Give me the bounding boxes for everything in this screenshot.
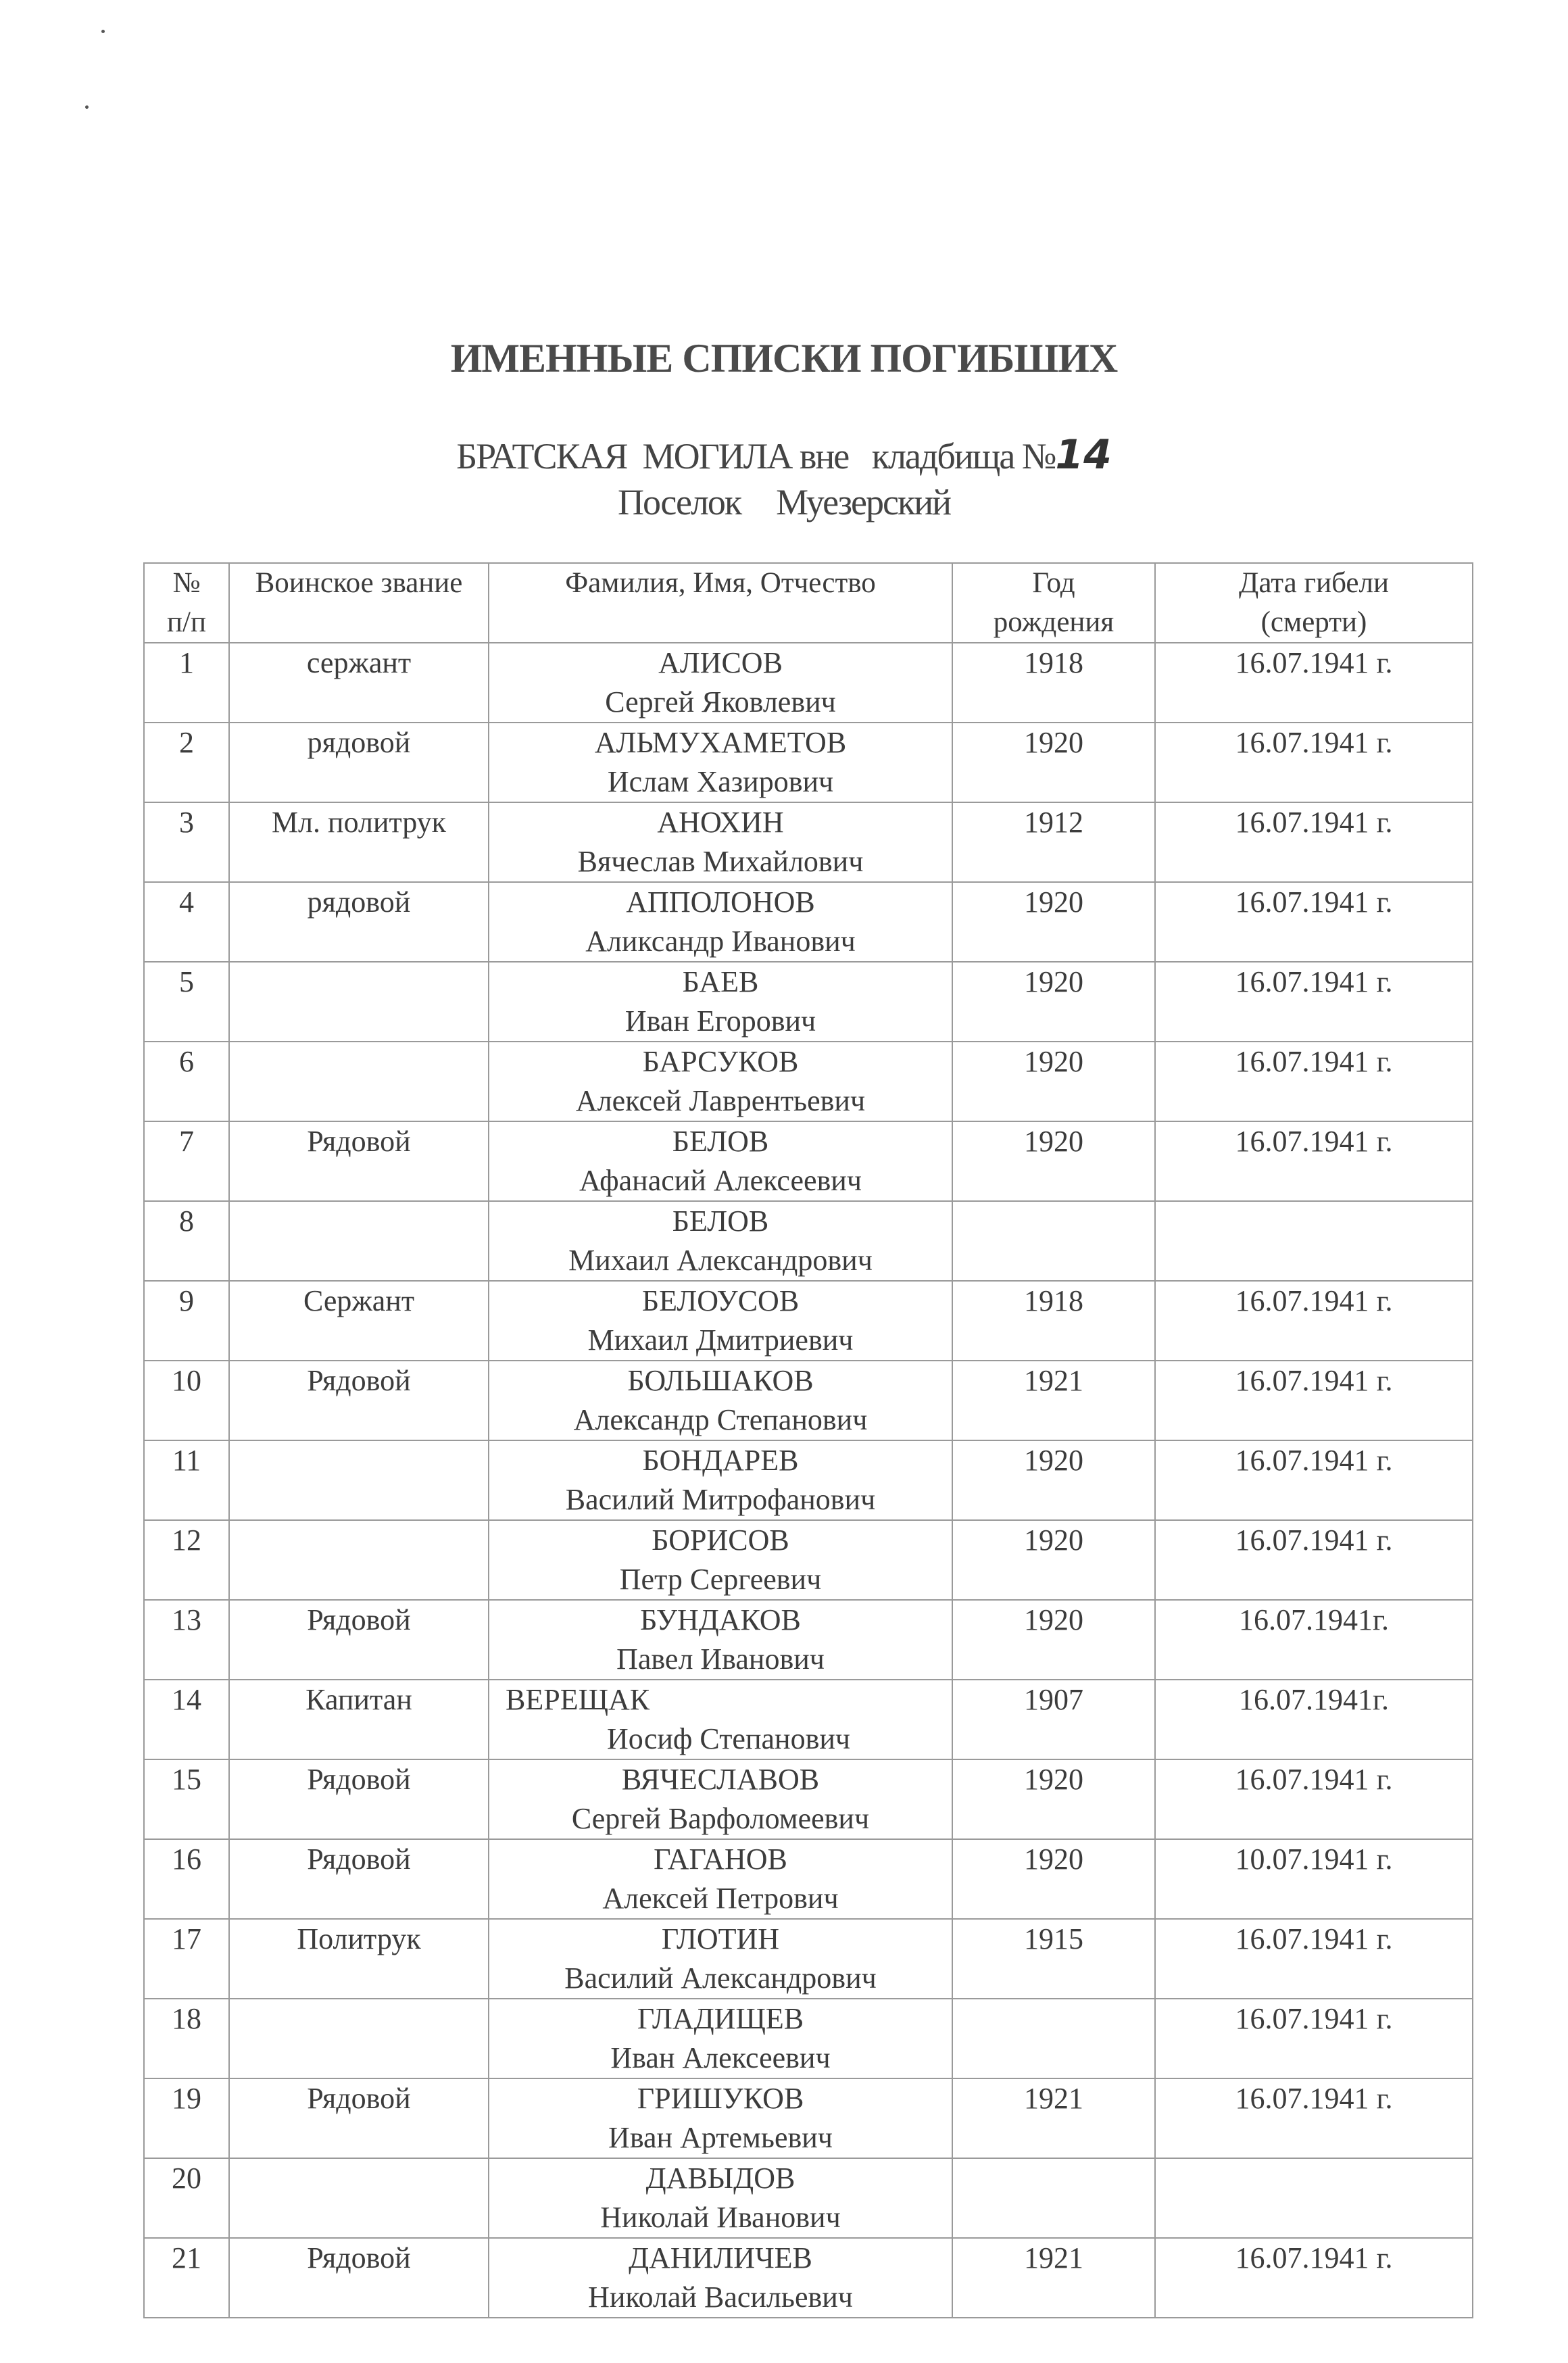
row-given-name: Сергей Яковлевич [605,685,836,718]
table-row [144,1361,1473,1440]
row-birth-year: 1920 [952,1121,1155,1201]
row-death-date: 16.07.1941 г. [1155,962,1473,1042]
row-rank: рядовой [229,882,489,962]
table-row [144,962,1473,1042]
row-full-name [489,1281,952,1361]
header-birth-year-line2: рождения [993,606,1114,638]
row-number: 16 [144,1839,229,1919]
row-number: 1 [144,643,229,723]
row-number: 10 [144,1361,229,1440]
row-given-name: Василий Александрович [564,1962,877,1995]
row-number: 18 [144,1999,229,2078]
table-row [144,723,1473,802]
table-row [144,1999,1473,2078]
row-full-name [489,2158,952,2238]
row-surname: БЕЛОВ [672,1125,769,1158]
row-full-name [489,1520,952,1600]
row-birth-year: 1920 [952,723,1155,802]
document-location [0,481,1568,523]
row-given-name: Афанасий Алексеевич [579,1164,862,1197]
row-birth-year: 1920 [952,1440,1155,1520]
row-rank: рядовой [229,723,489,802]
row-death-date: 16.07.1941 г. [1155,1919,1473,1999]
scan-speck [85,105,89,109]
handwritten-grave-number: 14 [1055,431,1112,479]
row-full-name [489,1839,952,1919]
table-row [144,1201,1473,1281]
row-full-name [489,643,952,723]
row-death-date: 16.07.1941 г. [1155,802,1473,882]
row-surname: БУНДАКОВ [640,1603,801,1636]
row-given-name: Иван Алексеевич [610,2041,831,2074]
row-number: 15 [144,1759,229,1839]
table-row [144,2238,1473,2318]
row-full-name [489,1201,952,1281]
row-birth-year [952,1201,1155,1281]
header-death-date [1155,563,1473,643]
row-birth-year: 1920 [952,1600,1155,1680]
row-death-date: 16.07.1941 г. [1155,1999,1473,2078]
header-birth-year [952,563,1155,643]
row-rank: Политрук [229,1919,489,1999]
row-surname: АЛЬМУХАМЕТОВ [594,726,847,759]
row-given-name: Алексей Лаврентьевич [575,1084,866,1117]
row-number: 17 [144,1919,229,1999]
row-rank: Рядовой [229,1121,489,1201]
row-number: 2 [144,723,229,802]
table-row [144,1839,1473,1919]
row-surname: АППОЛОНОВ [626,885,815,919]
row-surname: ГЛАДИЩЕВ [637,2002,804,2035]
row-rank [229,1440,489,1520]
row-full-name [489,1361,952,1440]
row-birth-year: 1920 [952,1042,1155,1121]
row-death-date: 10.07.1941 г. [1155,1839,1473,1919]
row-rank [229,1201,489,1281]
row-birth-year: 1920 [952,1759,1155,1839]
table-row [144,1042,1473,1121]
table-row [144,802,1473,882]
row-full-name [489,1600,952,1680]
row-death-date [1155,2158,1473,2238]
row-death-date: 16.07.1941г. [1155,1680,1473,1759]
row-given-name: Василий Митрофанович [565,1483,876,1516]
row-surname: БАЕВ [682,965,759,998]
row-given-name: Иван Артемьевич [608,2121,833,2154]
row-rank [229,1999,489,2078]
row-surname: БЕЛОУСОВ [641,1284,800,1317]
table-row [144,1520,1473,1600]
header-full-name: Фамилия, Имя, Отчество [489,563,952,643]
row-full-name [489,2078,952,2158]
table-body [144,643,1473,2318]
row-rank: Рядовой [229,1839,489,1919]
row-birth-year: 1920 [952,1839,1155,1919]
row-full-name [489,802,952,882]
row-death-date: 16.07.1941 г. [1155,2238,1473,2318]
row-full-name [489,1121,952,1201]
header-number [144,563,229,643]
row-given-name: Ислам Хазирович [607,765,834,798]
row-birth-year: 1907 [952,1680,1155,1759]
row-number: 13 [144,1600,229,1680]
row-death-date: 16.07.1941г. [1155,1600,1473,1680]
row-surname: ВЯЧЕСЛАВОВ [621,1763,820,1796]
row-birth-year: 1921 [952,1361,1155,1440]
row-death-date: 16.07.1941 г. [1155,1361,1473,1440]
row-rank: Рядовой [229,1759,489,1839]
table-row [144,2078,1473,2158]
row-rank [229,1042,489,1121]
row-death-date: 16.07.1941 г. [1155,1281,1473,1361]
row-death-date: 16.07.1941 г. [1155,1520,1473,1600]
row-death-date: 16.07.1941 г. [1155,1759,1473,1839]
table-row [144,1121,1473,1201]
row-full-name [489,723,952,802]
row-number: 7 [144,1121,229,1201]
row-death-date: 16.07.1941 г. [1155,643,1473,723]
row-rank: Мл. политрук [229,802,489,882]
row-given-name: Вячеслав Михайлович [577,845,864,878]
row-number: 9 [144,1281,229,1361]
document-subtitle [0,431,1568,479]
row-rank: Рядовой [229,2238,489,2318]
row-given-name: Николай Иванович [600,2201,841,2234]
row-birth-year [952,1999,1155,2078]
row-given-name: Михаил Дмитриевич [587,1323,854,1357]
row-given-name: Павел Иванович [616,1642,825,1676]
row-birth-year: 1921 [952,2238,1155,2318]
row-rank: Сержант [229,1281,489,1361]
row-death-date: 16.07.1941 г. [1155,1121,1473,1201]
row-birth-year: 1912 [952,802,1155,882]
row-surname: АЛИСОВ [658,646,783,679]
row-given-name: Александр Степанович [573,1403,868,1436]
row-rank [229,1520,489,1600]
row-death-date: 16.07.1941 г. [1155,1440,1473,1520]
row-surname: ДАВЫДОВ [645,2162,795,2195]
row-surname: ВЕРЕЩАК [506,1683,650,1716]
header-number-line2: п/п [167,606,206,638]
row-given-name: Иосиф Степанович [606,1722,851,1755]
row-full-name [489,962,952,1042]
row-birth-year: 1920 [952,882,1155,962]
row-rank [229,2158,489,2238]
row-birth-year: 1920 [952,962,1155,1042]
row-birth-year: 1918 [952,643,1155,723]
location-word: Поселок [617,482,741,522]
table-row [144,1281,1473,1361]
row-full-name [489,1999,952,2078]
row-full-name [489,1759,952,1839]
header-death-date-line2: (смерти) [1260,606,1367,638]
row-number: 21 [144,2238,229,2318]
row-death-date [1155,1201,1473,1281]
row-birth-year: 1918 [952,1281,1155,1361]
table-row [144,1440,1473,1520]
row-rank: Рядовой [229,1600,489,1680]
row-surname: БЕЛОВ [672,1204,769,1238]
row-death-date: 16.07.1941 г. [1155,723,1473,802]
row-number: 20 [144,2158,229,2238]
table-row [144,643,1473,723]
row-number: 8 [144,1201,229,1281]
row-rank [229,962,489,1042]
row-given-name: Михаил Александрович [568,1244,873,1277]
row-surname: БОНДАРЕВ [642,1444,799,1477]
row-surname: ГАГАНОВ [654,1843,787,1876]
row-given-name: Алексей Петрович [602,1882,839,1915]
row-birth-year: 1921 [952,2078,1155,2158]
table-header-row [144,563,1473,643]
row-surname: ГЛОТИН [661,1922,780,1955]
row-full-name [489,882,952,962]
row-surname: БОЛЬШАКОВ [627,1364,814,1397]
row-surname: БАРСУКОВ [642,1045,799,1078]
row-rank: Рядовой [229,1361,489,1440]
row-death-date: 16.07.1941 г. [1155,1042,1473,1121]
header-death-date-line1: Дата гибели [1239,567,1389,599]
row-given-name: Сергей Варфоломеевич [571,1802,870,1835]
row-number: 12 [144,1520,229,1600]
table-row [144,1759,1473,1839]
table-row [144,1600,1473,1680]
row-birth-year: 1920 [952,1520,1155,1600]
row-number: 6 [144,1042,229,1121]
row-full-name [489,1440,952,1520]
row-full-name [489,1680,952,1759]
table-row [144,2158,1473,2238]
row-rank: сержант [229,643,489,723]
row-surname: ГРИШУКОВ [637,2082,804,2115]
location-name: Муезерский [776,482,950,522]
table-row [144,882,1473,962]
header-birth-year-line1: Год [1032,567,1075,599]
header-rank: Воинское звание [229,563,489,643]
row-number: 5 [144,962,229,1042]
row-death-date: 16.07.1941 г. [1155,882,1473,962]
header-number-line1: № [172,567,201,599]
row-number: 11 [144,1440,229,1520]
scan-speck [101,30,105,33]
row-surname: БОРИСОВ [652,1524,789,1557]
subtitle-printed-text: БРАТСКАЯ МОГИЛА вне кладбища № [456,436,1056,477]
row-given-name: Иван Егорович [624,1004,816,1038]
row-given-name: Петр Сергеевич [619,1563,822,1596]
row-birth-year: 1915 [952,1919,1155,1999]
casualty-table [143,562,1473,2318]
row-surname: ДАНИЛИЧЕВ [629,2241,812,2274]
row-number: 19 [144,2078,229,2158]
row-given-name: Николай Васильевич [588,2281,853,2314]
table-row [144,1680,1473,1759]
row-full-name [489,1042,952,1121]
row-number: 3 [144,802,229,882]
row-surname: АНОХИН [657,806,784,839]
document-title: ИМЕННЫЕ СПИСКИ ПОГИБШИХ [450,336,1118,381]
row-rank: Рядовой [229,2078,489,2158]
row-birth-year [952,2158,1155,2238]
row-number: 14 [144,1680,229,1759]
row-death-date: 16.07.1941 г. [1155,2078,1473,2158]
table-row [144,1919,1473,1999]
row-number: 4 [144,882,229,962]
row-given-name: Аликсандр Иванович [585,925,856,958]
row-rank: Капитан [229,1680,489,1759]
row-full-name [489,2238,952,2318]
row-full-name [489,1919,952,1999]
